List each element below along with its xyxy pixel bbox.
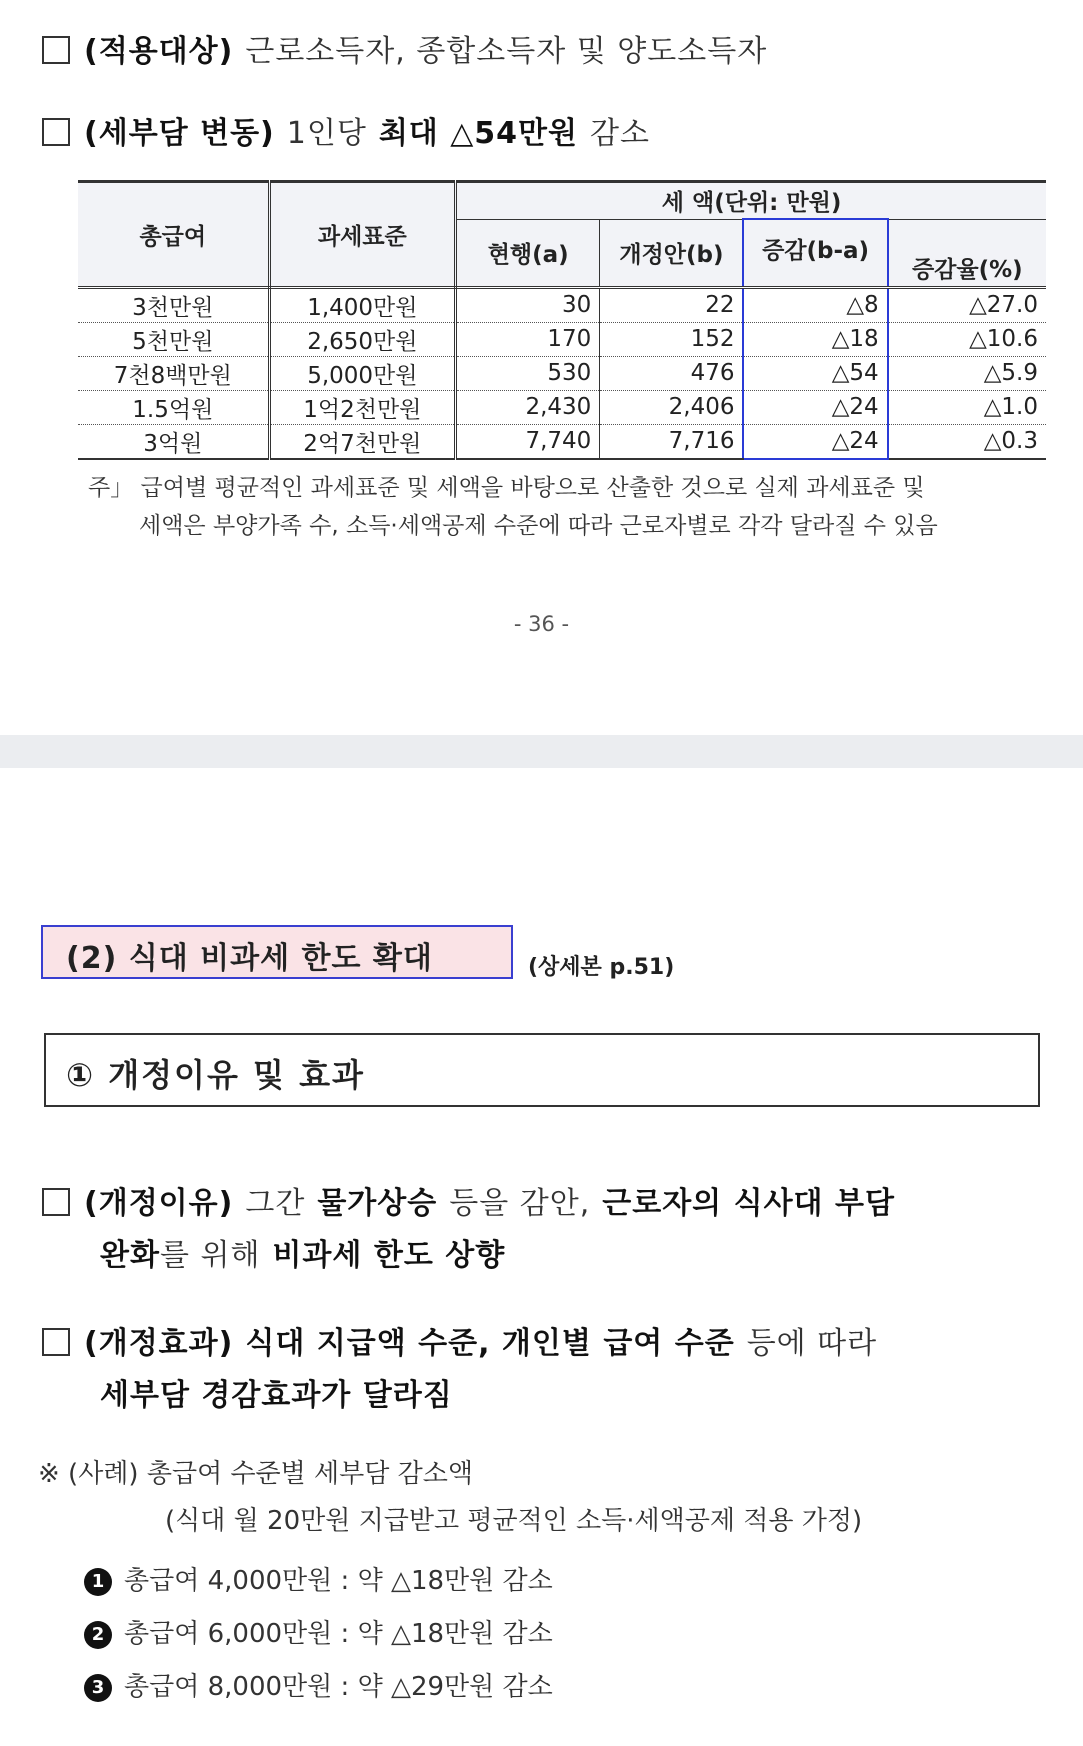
checkbox-icon	[42, 1188, 70, 1216]
number-bullet-icon: 1	[84, 1568, 112, 1596]
number-bullet-icon: 3	[84, 1674, 112, 1702]
subsection-title: ① 개정이유 및 효과	[66, 1056, 365, 1094]
example-subtitle: (식대 월 20만원 지급받고 평균적인 소득·세액공제 적용 가정)	[165, 1506, 863, 1536]
header-current: 현행(a)	[456, 219, 600, 287]
reason-line-1	[42, 1178, 895, 1222]
cell-change: △24	[743, 390, 887, 424]
cell-base: 2억7천만원	[269, 424, 456, 459]
burden-pre: 1인당	[286, 116, 367, 151]
table-row	[78, 356, 1046, 390]
burden-label: (세부담 변동)	[84, 116, 275, 151]
cell-revised: 2,406	[600, 390, 744, 424]
number-bullet-icon: 2	[84, 1621, 112, 1649]
checkbox-icon	[42, 1328, 70, 1356]
cell-current: 30	[456, 287, 600, 322]
burden-change-line	[42, 108, 650, 152]
header-tax-group: 세 액(단위: 만원)	[456, 182, 1046, 220]
checkbox-icon	[42, 118, 70, 146]
example-item-text: 총급여 6,000만원 : 약 △18만원 감소	[124, 1619, 553, 1649]
tax-table	[78, 180, 1046, 460]
checkbox-icon	[42, 36, 70, 64]
effect-bold-2: 세부담 경감효과가 달라짐	[100, 1378, 453, 1413]
cell-base: 1억2천만원	[269, 390, 456, 424]
cell-current: 530	[456, 356, 600, 390]
cell-pay: 5천만원	[78, 322, 269, 356]
reason-label: (개정이유)	[84, 1186, 234, 1221]
cell-rate: △27.0	[888, 287, 1046, 322]
cell-pay: 3천만원	[78, 287, 269, 322]
cell-current: 2,430	[456, 390, 600, 424]
cell-rate: △5.9	[888, 356, 1046, 390]
page-separator	[0, 735, 1083, 768]
reason-line-2	[100, 1230, 505, 1274]
effect-bold-1: 식대 지급액 수준, 개인별 급여 수준	[245, 1326, 735, 1361]
table-note-1: 주」 급여별 평균적인 과세표준 및 세액을 바탕으로 산출한 것으로 실제 과세표준 및	[88, 475, 925, 501]
table-row	[78, 287, 1046, 322]
cell-current: 170	[456, 322, 600, 356]
example-item-text: 총급여 4,000만원 : 약 △18만원 감소	[124, 1566, 553, 1596]
example-item-text: 총급여 8,000만원 : 약 △29만원 감소	[124, 1672, 553, 1702]
target-text: 근로소득자, 종합소득자 및 양도소득자	[245, 34, 768, 69]
cell-change: △54	[743, 356, 887, 390]
header-tax-base: 과세표준	[269, 182, 456, 288]
table-row	[78, 322, 1046, 356]
header-total-pay: 총급여	[78, 182, 269, 288]
reason-bold-3: 완화	[100, 1238, 160, 1273]
cell-change: △18	[743, 322, 887, 356]
cell-rate: △10.6	[888, 322, 1046, 356]
reason-text-1: 그간	[245, 1186, 306, 1221]
page-number: - 36 -	[513, 612, 570, 636]
effect-label: (개정효과)	[84, 1326, 234, 1361]
burden-post: 감소	[590, 116, 650, 151]
cell-current: 7,740	[456, 424, 600, 459]
cell-rate: △0.3	[888, 424, 1046, 459]
reason-text-2: 등을 감안,	[449, 1186, 591, 1221]
effect-line-1	[42, 1318, 877, 1362]
example-title: ※ (사례) 총급여 수준별 세부담 감소액	[38, 1459, 474, 1489]
cell-revised: 7,716	[600, 424, 744, 459]
header-change: 증감(b-a)	[743, 219, 887, 287]
table-row	[78, 424, 1046, 459]
example-item	[84, 1613, 553, 1651]
cell-rate: △1.0	[888, 390, 1046, 424]
cell-pay: 3억원	[78, 424, 269, 459]
cell-base: 2,650만원	[269, 322, 456, 356]
cell-pay: 7천8백만원	[78, 356, 269, 390]
cell-change: △24	[743, 424, 887, 459]
burden-bold: 최대 △54만원	[378, 116, 579, 151]
target-label: (적용대상)	[84, 34, 234, 69]
effect-line-2	[100, 1370, 453, 1414]
cell-revised: 152	[600, 322, 744, 356]
example-item	[84, 1666, 553, 1704]
section-reference: (상세본 p.51)	[528, 955, 675, 980]
target-line	[42, 26, 767, 70]
cell-change: △8	[743, 287, 887, 322]
reason-bold-4: 비과세 한도 상향	[272, 1238, 506, 1273]
header-rate: 증감율(%)	[888, 219, 1046, 287]
cell-pay: 1.5억원	[78, 390, 269, 424]
header-revised: 개정안(b)	[600, 219, 744, 287]
cell-revised: 476	[600, 356, 744, 390]
cell-revised: 22	[600, 287, 744, 322]
reason-bold-2: 근로자의 식사대 부담	[602, 1186, 895, 1221]
reason-text-3: 를 위해	[159, 1238, 261, 1273]
table-row	[78, 390, 1046, 424]
reason-bold-1: 물가상승	[317, 1186, 438, 1221]
table-note-2: 세액은 부양가족 수, 소득·세액공제 수준에 따라 근로자별로 각각 달라질 수 있음	[139, 513, 938, 539]
effect-text-1: 등에 따라	[746, 1326, 878, 1361]
section-title: (2) 식대 비과세 한도 확대	[66, 941, 433, 976]
example-item	[84, 1560, 553, 1598]
cell-base: 5,000만원	[269, 356, 456, 390]
cell-base: 1,400만원	[269, 287, 456, 322]
